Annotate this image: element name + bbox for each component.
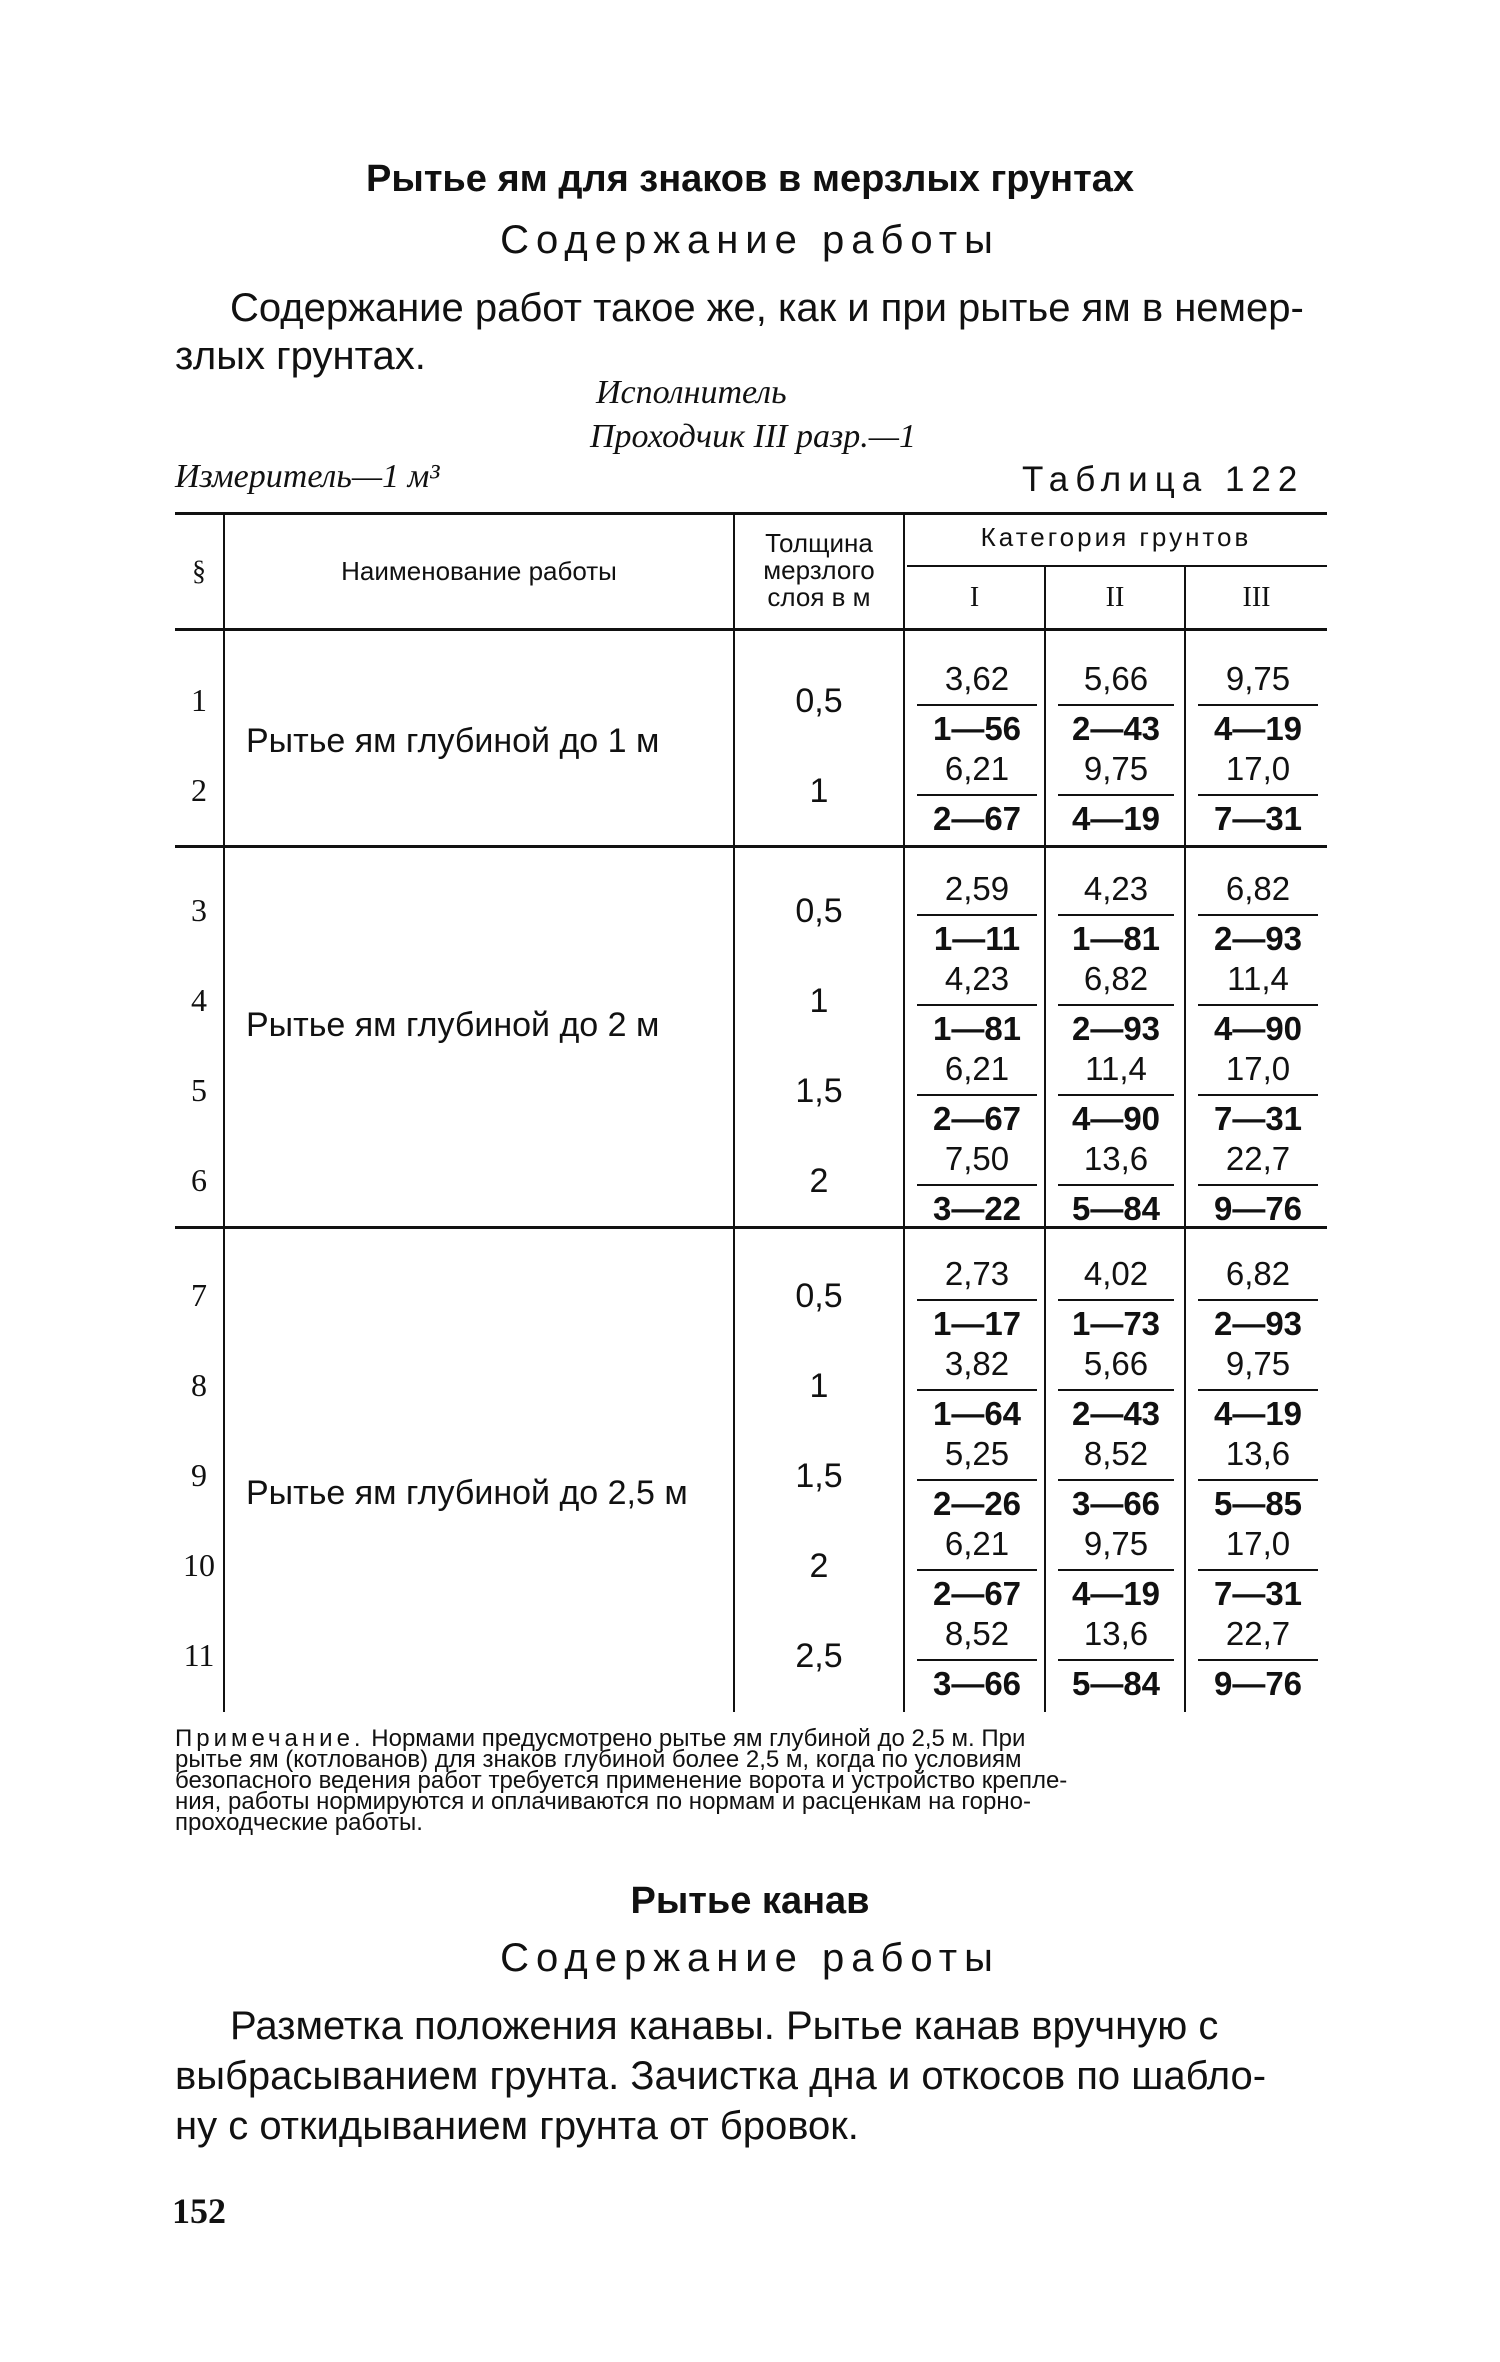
rate-price: 4—90 — [1213, 1010, 1303, 1047]
fraction-rule — [917, 794, 1037, 796]
row-thickness: 2,5 — [795, 1637, 843, 1675]
fraction-rule — [1198, 1479, 1318, 1481]
paragraph-line: Содержание работ такое же, как и при рытье ям в немер- — [230, 286, 1304, 330]
rate-price: 4—19 — [1213, 1395, 1303, 1432]
header-thickness-line: мерзлого — [763, 555, 875, 585]
fraction-rule — [1198, 914, 1318, 916]
header-name: Наименование работы — [341, 556, 617, 586]
rate-price: 1—81 — [932, 1010, 1022, 1047]
fraction-rule — [1058, 1184, 1174, 1186]
fraction-rule — [1058, 1479, 1174, 1481]
rate-price: 2—93 — [1213, 920, 1303, 957]
group-name: Рытье ям глубиной до 2 м — [246, 1006, 660, 1044]
fraction-rule — [917, 1479, 1037, 1481]
measure-unit: Измеритель—1 м³ — [175, 458, 440, 495]
norm-time: 6,82 — [1225, 1255, 1291, 1292]
rate-price: 1—73 — [1071, 1305, 1161, 1342]
fraction-rule — [1198, 1094, 1318, 1096]
fraction-rule — [1058, 1389, 1174, 1391]
row-thickness: 2 — [809, 1162, 829, 1200]
norm-time: 5,66 — [1083, 660, 1149, 697]
header-num: § — [192, 556, 206, 587]
fraction-rule — [917, 1299, 1037, 1301]
norm-time: 11,4 — [1227, 960, 1289, 997]
rate-price: 5—85 — [1213, 1485, 1303, 1522]
column-rule — [1184, 566, 1186, 1712]
rate-price: 4—19 — [1071, 1575, 1161, 1612]
fraction-rule — [917, 704, 1037, 706]
rate-price: 2—26 — [932, 1485, 1022, 1522]
fraction-rule — [1058, 1094, 1174, 1096]
rate-price: 2—67 — [932, 1575, 1022, 1612]
header-bottom-rule — [175, 628, 1327, 631]
rate-price: 9—76 — [1213, 1190, 1303, 1227]
rate-price: 2—43 — [1071, 710, 1161, 747]
fraction-rule — [1058, 794, 1174, 796]
fraction-rule — [1058, 1659, 1174, 1661]
rate-price: 1—81 — [1071, 920, 1161, 957]
section-subtitle: Содержание работы — [500, 1936, 1000, 1980]
row-number: 1 — [191, 682, 207, 718]
row-thickness: 1 — [809, 1367, 829, 1405]
row-number: 4 — [191, 982, 207, 1018]
rate-price: 2—43 — [1071, 1395, 1161, 1432]
paragraph-line: Разметка положения канавы. Рытье канав вручную с — [230, 2004, 1219, 2048]
norm-time: 6,21 — [944, 1050, 1010, 1087]
header-thickness-line: слоя в м — [767, 582, 871, 612]
table-label: Таблица 122 — [1022, 460, 1305, 499]
rate-price: 1—17 — [932, 1305, 1022, 1342]
row-thickness: 0,5 — [795, 682, 843, 720]
row-number: 6 — [191, 1162, 207, 1198]
header-cat-1: I — [969, 582, 980, 613]
norm-time: 6,21 — [944, 1525, 1010, 1562]
section-title: Рытье канав — [630, 1880, 870, 1922]
norm-time: 5,25 — [944, 1435, 1010, 1472]
rate-price: 1—64 — [932, 1395, 1022, 1432]
row-thickness: 0,5 — [795, 892, 843, 930]
norm-time: 4,02 — [1083, 1255, 1149, 1292]
rate-price: 1—11 — [933, 920, 1021, 957]
section-title: Рытье ям для знаков в мерзлых грунтах — [366, 158, 1134, 200]
rate-price: 2—67 — [932, 800, 1022, 837]
fraction-rule — [1198, 1569, 1318, 1571]
norm-time: 22,7 — [1225, 1140, 1291, 1177]
note-label: Примечание. — [175, 1725, 365, 1752]
fraction-rule — [917, 1004, 1037, 1006]
norm-time: 13,6 — [1225, 1435, 1291, 1472]
rate-price: 3—66 — [1071, 1485, 1161, 1522]
rate-price: 5—84 — [1071, 1665, 1161, 1702]
note-text: безопасного ведения работ требуется применение ворота и устройство крепле- — [175, 1767, 1068, 1794]
norm-time: 17,0 — [1225, 1525, 1291, 1562]
fraction-rule — [917, 1659, 1037, 1661]
note-text: ния, работы нормируются и оплачиваются по нормам и расценкам на горно- — [175, 1788, 1031, 1815]
norm-time: 4,23 — [1083, 870, 1149, 907]
column-rule — [223, 512, 225, 1712]
norm-time: 17,0 — [1225, 750, 1291, 787]
norm-time: 6,21 — [944, 750, 1010, 787]
rate-price: 3—22 — [932, 1190, 1022, 1227]
norm-time: 17,0 — [1225, 1050, 1291, 1087]
rate-price: 3—66 — [932, 1665, 1022, 1702]
row-number: 8 — [191, 1367, 207, 1403]
norm-time: 8,52 — [1083, 1435, 1149, 1472]
norm-time: 8,52 — [944, 1615, 1010, 1652]
norm-time: 11,4 — [1085, 1050, 1147, 1087]
norm-time: 13,6 — [1083, 1140, 1149, 1177]
norm-time: 13,6 — [1083, 1615, 1149, 1652]
note-text: Нормами предусмотрено рытье ям глубиной до 2,5 м. При — [371, 1725, 1026, 1752]
fraction-rule — [1058, 1569, 1174, 1571]
row-number: 11 — [183, 1637, 215, 1673]
header-thickness — [735, 530, 903, 611]
norm-time: 6,82 — [1083, 960, 1149, 997]
norm-time: 9,75 — [1083, 750, 1149, 787]
row-number: 2 — [191, 772, 207, 808]
paragraph-line: выбрасыванием грунта. Зачистка дна и откосов по шабло- — [175, 2054, 1267, 2098]
header-category: Категория грунтов — [980, 522, 1252, 552]
rate-price: 2—67 — [932, 1100, 1022, 1137]
rate-price: 2—93 — [1213, 1305, 1303, 1342]
rate-price: 9—76 — [1213, 1665, 1303, 1702]
rate-price: 4—19 — [1213, 710, 1303, 747]
norm-time: 9,75 — [1225, 1345, 1291, 1382]
fraction-rule — [1198, 1184, 1318, 1186]
paragraph-line: злых грунтах. — [175, 334, 426, 378]
norm-time: 5,66 — [1083, 1345, 1149, 1382]
norm-time: 3,82 — [944, 1345, 1010, 1382]
rate-price: 2—93 — [1071, 1010, 1161, 1047]
table-note — [175, 1725, 1325, 1836]
row-thickness: 1,5 — [795, 1457, 843, 1495]
header-cat-3: III — [1242, 582, 1271, 613]
fraction-rule — [1198, 1004, 1318, 1006]
fraction-rule — [917, 1569, 1037, 1571]
column-rule — [903, 512, 905, 1712]
row-number: 7 — [191, 1277, 207, 1313]
fraction-rule — [1058, 1299, 1174, 1301]
rate-price: 7—31 — [1213, 1100, 1303, 1137]
rate-price: 5—84 — [1071, 1190, 1161, 1227]
paragraph-line: ну с откидыванием грунта от бровок. — [175, 2104, 859, 2148]
fraction-rule — [917, 1094, 1037, 1096]
norm-time: 9,75 — [1083, 1525, 1149, 1562]
page-number: 152 — [172, 2191, 226, 2231]
group-name: Рытье ям глубиной до 1 м — [246, 722, 660, 760]
fraction-rule — [917, 1389, 1037, 1391]
norm-time: 3,62 — [944, 660, 1010, 697]
fraction-rule — [1198, 1299, 1318, 1301]
fraction-rule — [1198, 1389, 1318, 1391]
rate-price: 4—19 — [1071, 800, 1161, 837]
category-rule — [907, 565, 1327, 567]
section-subtitle: Содержание работы — [500, 218, 1000, 262]
rate-price: 4—90 — [1071, 1100, 1161, 1137]
header-cat-2: II — [1105, 582, 1125, 613]
row-thickness: 1 — [809, 772, 829, 810]
note-text: рытье ям (котлованов) для знаков глубиной более 2,5 м, когда по условиям — [175, 1746, 1022, 1773]
norm-time: 4,23 — [944, 960, 1010, 997]
row-thickness: 0,5 — [795, 1277, 843, 1315]
row-number: 3 — [191, 892, 207, 928]
norm-time: 2,59 — [944, 870, 1010, 907]
row-thickness: 1,5 — [795, 1072, 843, 1110]
header-thickness-line: Толщина — [765, 528, 873, 558]
fraction-rule — [1198, 1659, 1318, 1661]
rate-price: 7—31 — [1213, 1575, 1303, 1612]
executor: Проходчик III разр.—1 — [590, 418, 916, 455]
group-name: Рытье ям глубиной до 2,5 м — [246, 1474, 688, 1512]
fraction-rule — [1058, 704, 1174, 706]
norm-time: 6,82 — [1225, 870, 1291, 907]
group-rule — [175, 845, 1327, 848]
fraction-rule — [1058, 914, 1174, 916]
fraction-rule — [917, 914, 1037, 916]
row-number: 9 — [191, 1457, 207, 1493]
row-number: 10 — [183, 1547, 215, 1583]
row-thickness: 1 — [809, 982, 829, 1020]
fraction-rule — [1198, 794, 1318, 796]
rate-price: 7—31 — [1213, 800, 1303, 837]
norm-time: 2,73 — [944, 1255, 1010, 1292]
table-top-rule — [175, 512, 1327, 515]
fraction-rule — [917, 1184, 1037, 1186]
row-number: 5 — [191, 1072, 207, 1108]
executor-label: Исполнитель — [596, 374, 787, 411]
rate-price: 1—56 — [932, 710, 1022, 747]
norm-time: 7,50 — [944, 1140, 1010, 1177]
column-rule — [1044, 566, 1046, 1712]
fraction-rule — [1198, 704, 1318, 706]
row-thickness: 2 — [809, 1547, 829, 1585]
fraction-rule — [1058, 1004, 1174, 1006]
norm-time: 22,7 — [1225, 1615, 1291, 1652]
norm-time: 9,75 — [1225, 660, 1291, 697]
note-text: проходческие работы. — [175, 1809, 423, 1836]
